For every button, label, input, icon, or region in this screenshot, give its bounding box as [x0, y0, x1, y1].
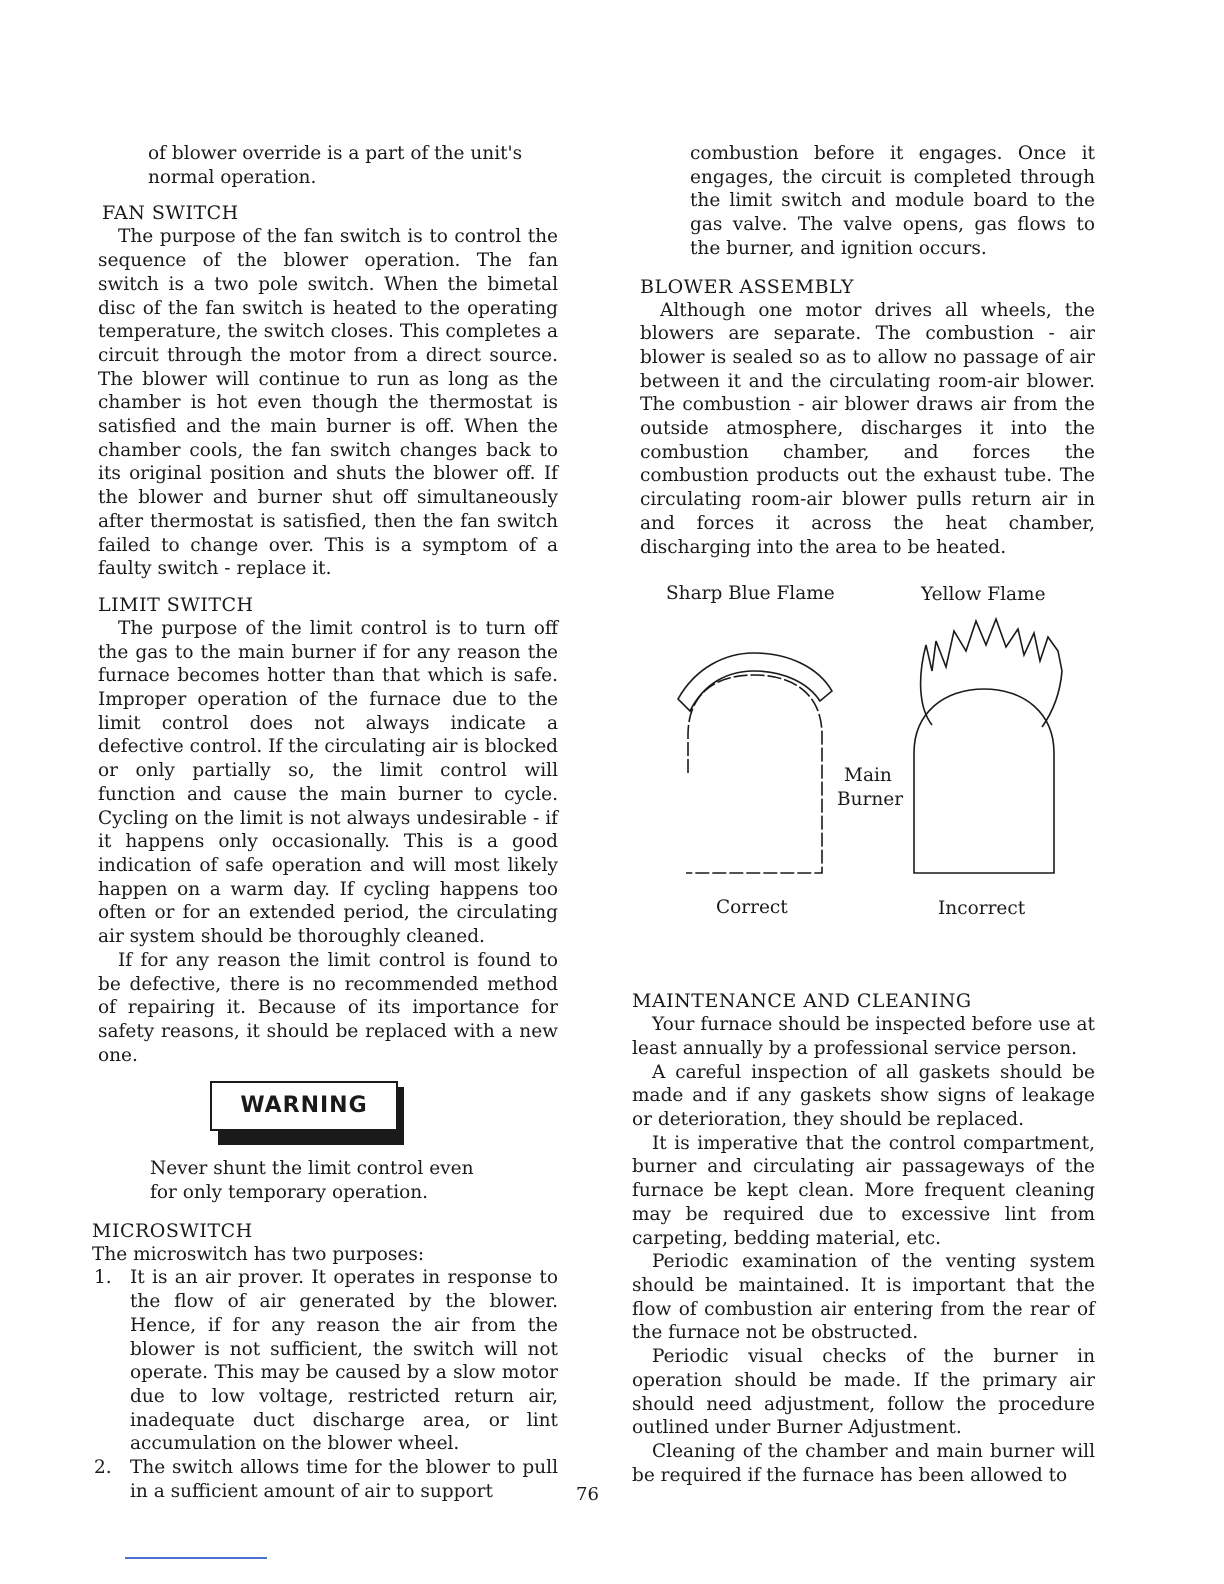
fan-switch-body: The purpose of the fan switch is to control the sequence of the blower operation. The fan switch is a two pole switch. When the bimetal disc of the fan switch is heated to the operating temperature, the switch closes. This completes a circuit through the motor from a direct source. The blower will continue to run as long as the chamber is hot even though the thermostat is satisfied and the main burner is off. When the chamber cools, the fan switch changes back to its original position and shuts the blower off. If the blower and burner shut off simultaneously after thermostat is satisfied, then the fan switch failed to change over. This is a symptom of a faulty switch - replace it.	[98, 226, 558, 580]
list-item-number: 1.	[94, 1267, 112, 1289]
limit-switch-body: The purpose of the limit control is to turn off the gas to the main burner if for any reason the furnace becomes hotter than that which is safe. Improper operation of the furnace due to the limit control does not always indicate a defective control. If the circulating air is blocked or only partially so, the limit control will function and cause the main burner to cycle. Cycling on the limit is not always undesirable - if it happens only occasionally. This is a good indication of safe operation and will most likely happen on a warm day. If cycling happens too often or for an extended period, the circulating air system should be thoroughly cleaned.	[98, 617, 558, 948]
yellow-flame-label: Yellow Flame	[921, 584, 1046, 605]
list-item-number: 2.	[94, 1457, 112, 1479]
burner-label: Burner	[837, 789, 904, 810]
maintenance-paragraph: A careful inspection of all gaskets should be made and if any gaskets show signs of leakage or deterioration, they should be replaced.	[632, 1061, 1095, 1131]
page-number: 76	[576, 1484, 599, 1505]
warning-line: Never shunt the limit control even	[150, 1158, 474, 1180]
list-item	[92, 1266, 558, 1456]
incorrect-label: Incorrect	[938, 898, 1026, 919]
list-item	[92, 1456, 558, 1503]
maintenance-paragraph: Your furnace should be inspected before use at least annually by a professional service person.	[632, 1014, 1095, 1059]
warning-sign	[210, 1081, 558, 1151]
main-label: Main	[844, 765, 892, 786]
blower-assembly-body: Although one motor drives all wheels, the blowers are separate. The combustion - air blower is sealed so as to allow no passage of air between it and the circulating room-air blower. The combustion - air blower draws air from the outside atmosphere, discharges it into the combustion chamber, and forces the combustion products out the exhaust tube. The circulating room-air blower pulls return air in and forces it across the heat chamber, discharging into the area to be heated.	[640, 299, 1095, 558]
warning-shadow	[218, 1129, 404, 1145]
maintenance-heading: MAINTENANCE AND CLEANING	[632, 990, 972, 1013]
burner-flame-diagram	[640, 575, 1100, 935]
correct-label: Correct	[716, 897, 788, 918]
flame-illustration	[640, 575, 1100, 895]
list-item-text: The switch allows time for the blower to pull in a sufficient amount of air to support	[130, 1457, 558, 1502]
microswitch-list	[92, 1266, 558, 1503]
intro-line: of blower override is a part of the unit's	[148, 143, 523, 164]
warning-label: WARNING	[210, 1081, 398, 1131]
maintenance-paragraph: Periodic visual checks of the burner in operation should be made. If the primary air should need adjustment, follow the procedure outlined under Burner Adjustment.	[632, 1346, 1095, 1439]
fan-switch-heading: FAN SWITCH	[102, 202, 239, 225]
intro-continuation	[98, 142, 558, 189]
intro-line: normal operation.	[148, 166, 317, 188]
limit-switch-heading: LIMIT SWITCH	[98, 593, 254, 616]
blue-flame-cap	[678, 653, 832, 711]
blower-assembly-heading: BLOWER ASSEMBLY	[640, 275, 855, 298]
maintenance-paragraph: It is imperative that the control compartment, burner and circulating air passageways of the furnace be kept clean. More frequent cleaning may be required due to excessive lint from carpeting, bedding material, etc.	[632, 1132, 1095, 1249]
warning-line: for only temporary operation.	[150, 1182, 429, 1204]
microswitch-heading: MICROSWITCH	[92, 1219, 253, 1242]
microswitch-intro: The microswitch has two purposes:	[92, 1243, 425, 1265]
correct-burner-outline	[686, 675, 822, 873]
right-intro: combustion before it engages. Once it engages, the circuit is completed through the limit switch and module board to the gas valve. The valve opens, gas flows to the burner, and ignition occurs.	[690, 143, 1095, 259]
sharp-blue-flame-label: Sharp Blue Flame	[666, 583, 835, 604]
limit-switch-body-2: If for any reason the limit control is found to be defective, there is no recommended method of repairing it. Because of its importance for safety reasons, it should be replaced with a new one.	[98, 949, 558, 1066]
footer-rule	[125, 1557, 267, 1559]
maintenance-paragraph: Cleaning of the chamber and main burner will be required if the furnace has been allowed to	[632, 1440, 1095, 1486]
warning-text	[98, 1157, 558, 1204]
yellow-flame	[921, 619, 1062, 727]
left-column	[92, 142, 558, 1503]
list-item-text: It is an air prover. It operates in response to the flow of air generated by the blower. Hence, if for any reason the air from the blower is not sufficient, the switch will not operate. This may be caused by a slow motor due to low voltage, restricted return air, inadequate duct discharge area, or lint accumulation on the blower wheel.	[130, 1267, 558, 1455]
maintenance-paragraph: Periodic examination of the venting system should be maintained. It is important that the flow of combustion air entering from the rear of the furnace not be obstructed.	[632, 1251, 1095, 1344]
incorrect-burner-outline	[914, 689, 1054, 873]
